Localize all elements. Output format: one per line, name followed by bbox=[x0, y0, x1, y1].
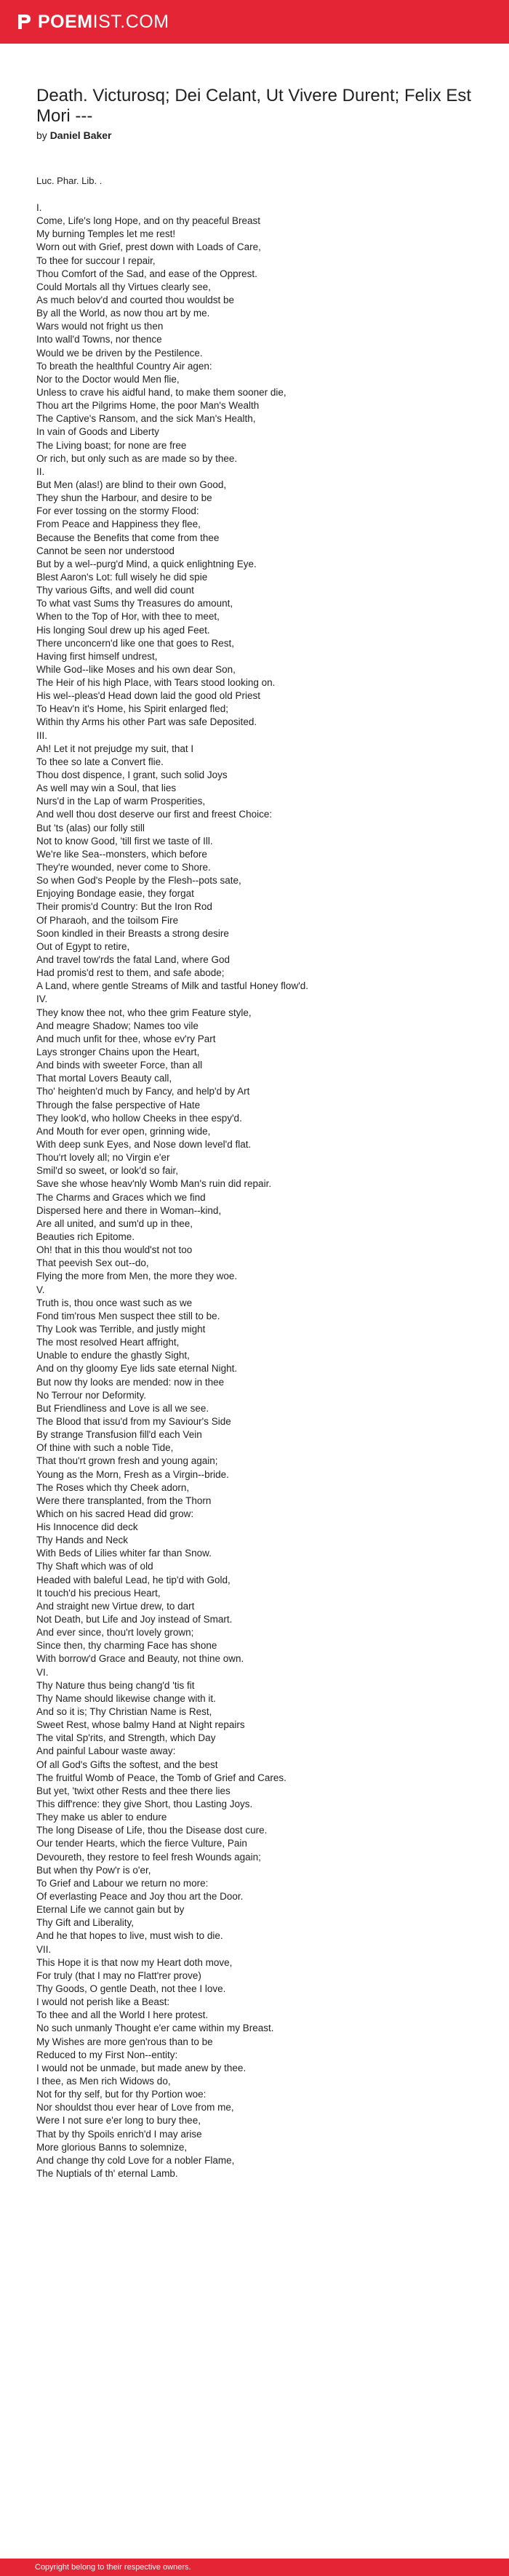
poem-line: To thee so late a Convert flie. bbox=[36, 756, 164, 767]
poem-line: Thy Name should likewise change with it. bbox=[36, 1692, 216, 1704]
poem-line: This diff'rence: they give Short, thou Lasting Joys. bbox=[36, 1799, 253, 1810]
poem-line: But by a wel--purg'd Mind, a quick enlightning Eye. bbox=[36, 558, 257, 569]
poem-line: But Friendliness and Love is all we see. bbox=[36, 1402, 209, 1414]
poem-line: Eternal Life we cannot gain but by bbox=[36, 1904, 185, 1916]
poem-line: VII. bbox=[36, 1943, 52, 1955]
poem-byline bbox=[36, 129, 480, 141]
poem-line: Or rich, but only such as are made so by thee. bbox=[36, 452, 238, 464]
poem-line: But now thy looks are mended: now in thee bbox=[36, 1376, 225, 1388]
poem-line: And on thy gloomy Eye lids sate eternal Night. bbox=[36, 1363, 238, 1375]
poem-line: Soon kindled in their Breasts a strong desire bbox=[36, 927, 229, 939]
poem-line: Headed with baleful Lead, he tip'd with Gold, bbox=[36, 1574, 231, 1585]
poem-line: The Captive's Ransom, and the sick Man's Health, bbox=[36, 413, 256, 425]
poem-line: Thy Hands and Neck bbox=[36, 1535, 129, 1546]
poem-line: Of Pharaoh, and the toilsom Fire bbox=[36, 914, 179, 926]
poem-line: A Land, where gentle Streams of Milk and tastful Honey flow'd. bbox=[36, 980, 309, 992]
poem-line: From Peace and Happiness they flee, bbox=[36, 519, 201, 530]
poem-line: Blest Aaron's Lot: full wisely he did spie bbox=[36, 571, 208, 583]
poem-line: Were there transplanted, from the Thorn bbox=[36, 1495, 212, 1506]
poem-line: Of all God's Gifts the softest, and the best bbox=[36, 1759, 218, 1770]
poem-line: No Terrour nor Deformity. bbox=[36, 1389, 147, 1401]
poem-line: Wars would not fright us then bbox=[36, 321, 164, 332]
poem-line: That mortal Lovers Beauty call, bbox=[36, 1073, 172, 1084]
poem-line: V. bbox=[36, 1284, 45, 1295]
poem-line: As well may win a Soul, that lies bbox=[36, 783, 177, 794]
poem-line: Devoureth, they restore to feel fresh Wounds again; bbox=[36, 1851, 261, 1863]
poem-line: Of thine with such a noble Tide, bbox=[36, 1442, 174, 1454]
poem-line: I. bbox=[36, 202, 42, 213]
poem-line: Tho' heighten'd much by Fancy, and help'd by Art bbox=[36, 1086, 250, 1097]
poem-line: Smil'd so sweet, or look'd so fair, bbox=[36, 1165, 178, 1177]
poem-line: And he that hopes to live, must wish to die. bbox=[36, 1930, 223, 1942]
poem-line: And well thou dost deserve our first and freest Choice: bbox=[36, 809, 273, 820]
poem-line: With borrow'd Grace and Beauty, not thine own. bbox=[36, 1653, 244, 1665]
poem-line: Oh! that in this thou would'st not too bbox=[36, 1244, 193, 1256]
poem-line: Come, Life's long Hope, and on thy peaceful Breast bbox=[36, 215, 261, 227]
poem-line: My burning Temples let me rest! bbox=[36, 228, 176, 240]
poem-line: I would not perish like a Beast: bbox=[36, 1996, 170, 2008]
poem-line: Our tender Hearts, which the fierce Vulture, Pain bbox=[36, 1838, 247, 1849]
poem-line: My Wishes are more gen'rous than to be bbox=[36, 2036, 213, 2047]
poem-line: But yet, 'twixt other Rests and thee there lies bbox=[36, 1785, 231, 1796]
poem-line: As much belov'd and courted thou wouldst be bbox=[36, 294, 234, 305]
poem-line: Had promis'd rest to them, and safe abode; bbox=[36, 967, 225, 979]
poem-line: Thy Goods, O gentle Death, not thee I love. bbox=[36, 1983, 226, 1994]
poem-line: Could Mortals all thy Virtues clearly see, bbox=[36, 281, 211, 292]
poem-line: But when thy Pow'r is o'er, bbox=[36, 1864, 151, 1876]
poem-line: With Beds of Lilies whiter far than Snow. bbox=[36, 1548, 212, 1559]
poem-line: To thee and all the World I here protest. bbox=[36, 2009, 209, 2021]
poem-line: Lays stronger Chains upon the Heart, bbox=[36, 1047, 200, 1057]
poem-line: Their promis'd Country: But the Iron Rod bbox=[36, 901, 212, 913]
poem-line: This Hope it is that now my Heart doth move, bbox=[36, 1956, 233, 1968]
poem-line: They're wounded, never come to Shore. bbox=[36, 862, 211, 873]
poem-line: But 'ts (alas) our folly still bbox=[36, 822, 145, 833]
poem-line: Out of Egypt to retire, bbox=[36, 940, 130, 952]
poem-line: And travel tow'rds the fatal Land, where God bbox=[36, 954, 230, 966]
poem-line: IV. bbox=[36, 993, 48, 1005]
poem-line: And Mouth for ever open, grinning wide, bbox=[36, 1125, 211, 1137]
poem-line: Unless to crave his aidful hand, to make them sooner die, bbox=[36, 386, 286, 398]
poem-line: Nurs'd in the Lap of warm Prosperities, bbox=[36, 796, 206, 807]
poem-line: Thou dost dispence, I grant, such solid Joys bbox=[36, 769, 228, 781]
poem-line: Dispersed here and there in Woman--kind, bbox=[36, 1204, 222, 1216]
poem-line: When to the Top of Hor, with thee to meet, bbox=[36, 611, 220, 623]
poem-line: Thy Look was Terrible, and justly might bbox=[36, 1323, 206, 1335]
poem-line: Of everlasting Peace and Joy thou art the Door. bbox=[36, 1891, 244, 1902]
poem-line: His longing Soul drew up his aged Feet. bbox=[36, 624, 210, 636]
poem-author-link[interactable]: Daniel Baker bbox=[49, 129, 112, 141]
poem-line: Not for thy self, but for thy Portion woe: bbox=[36, 2089, 207, 2100]
poem-line: The vital Sp'rits, and Strength, which Day bbox=[36, 1732, 216, 1744]
poem-line: Thy various Gifts, and well did count bbox=[36, 585, 194, 596]
poem-line: By all the World, as now thou art by me. bbox=[36, 308, 210, 319]
poem-line: VI. bbox=[36, 1666, 49, 1678]
poem-line: III. bbox=[36, 729, 48, 741]
poem-line: And meagre Shadow; Names too vile bbox=[36, 1020, 199, 1031]
logo-text-rest: IST.COM bbox=[92, 11, 169, 32]
poem-line: The Blood that issu'd from my Saviour's Side bbox=[36, 1415, 231, 1427]
poem-line: The long Disease of Life, thou the Disease dost cure. bbox=[36, 1825, 268, 1836]
poem-line: We're like Sea--monsters, which before bbox=[36, 848, 207, 860]
poem-line: Nor shouldst thou ever hear of Love from me, bbox=[36, 2102, 234, 2113]
poem-line: They know thee not, who thee grim Feature style, bbox=[36, 1007, 252, 1018]
poem-line: So when God's People by the Flesh--pots sate, bbox=[36, 875, 241, 887]
site-header bbox=[0, 0, 509, 44]
poem-title: Death. Victurosq; Dei Celant, Ut Vivere Durent; Felix Est Mori --- bbox=[36, 86, 472, 126]
poem-line: Not Death, but Life and Joy instead of Smart. bbox=[36, 1614, 233, 1625]
poem-line: They make us abler to endure bbox=[36, 1812, 167, 1823]
poem-line: Thou art the Pilgrims Home, the poor Man's Wealth bbox=[36, 400, 260, 412]
poem-line: It touch'd his precious Heart, bbox=[36, 1587, 161, 1599]
poem-line: Worn out with Grief, prest down with Loads of Care, bbox=[36, 241, 261, 253]
poem-line: That by thy Spoils enrich'd I may arise bbox=[36, 2128, 202, 2140]
poem-line: Fond tim'rous Men suspect thee still to be. bbox=[36, 1310, 220, 1321]
poem-line: Thy Nature thus being chang'd 'tis fit bbox=[36, 1679, 195, 1691]
poem-line: Are all united, and sum'd up in thee, bbox=[36, 1217, 193, 1229]
poem-line: To what vast Sums thy Treasures do amount, bbox=[36, 598, 233, 609]
logo-text-bold: POEM bbox=[38, 11, 93, 32]
poem-line: In vain of Goods and Liberty bbox=[36, 426, 159, 438]
poem-line: Enjoying Bondage easie, they forgat bbox=[36, 888, 194, 900]
poem-line: Would we be driven by the Pestilence. bbox=[36, 347, 203, 359]
poem-line: Thou Comfort of the Sad, and ease of the Opprest. bbox=[36, 268, 257, 279]
poem-line: For truly (that I may no Flatt'rer prove) bbox=[36, 1969, 201, 1981]
poem-line: No such unmanly Thought e'er came within my Breast. bbox=[36, 2023, 274, 2034]
poem-line: Ah! Let it not prejudge my suit, that I bbox=[36, 743, 194, 754]
poem-line: They look'd, who hollow Cheeks in thee espy'd. bbox=[36, 1112, 242, 1124]
poem-line: Truth is, thou once wast such as we bbox=[36, 1297, 193, 1308]
poem-line: For ever tossing on the stormy Flood: bbox=[36, 505, 199, 517]
poem-line: Unable to endure the ghastly Sight, bbox=[36, 1350, 190, 1361]
byline-prefix: by bbox=[36, 129, 47, 141]
poem-line: Because the Benefits that come from thee bbox=[36, 532, 220, 543]
poem-line: That thou'rt grown fresh and young again; bbox=[36, 1455, 218, 1467]
poem-line: To Heav'n it's Home, his Spirit enlarged fled; bbox=[36, 703, 229, 715]
poem-line: And painful Labour waste away: bbox=[36, 1745, 176, 1757]
poem-line: Into wall'd Towns, nor thence bbox=[36, 334, 162, 345]
poem-line: The Nuptials of th' eternal Lamb. bbox=[36, 2167, 178, 2179]
poem-line: His Innocence did deck bbox=[36, 1521, 138, 1533]
poem-line: By strange Transfusion fill'd each Vein bbox=[36, 1429, 202, 1441]
poem-line: Nor to the Doctor would Men flie, bbox=[36, 373, 180, 385]
poem-line: The Heir of his high Place, with Tears stood looking on. bbox=[36, 677, 276, 689]
poem-line: Since then, thy charming Face has shone bbox=[36, 1640, 217, 1652]
poem-line: Sweet Rest, whose balmy Hand at Night repairs bbox=[36, 1719, 245, 1731]
poem-line: The Charms and Graces which we find bbox=[36, 1191, 206, 1203]
poem-line: His wel--pleas'd Head down laid the good old Priest bbox=[36, 690, 260, 702]
poem-line: With deep sunk Eyes, and Nose down level'd flat. bbox=[36, 1138, 252, 1150]
poem-line: Were I not sure e'er long to bury thee, bbox=[36, 2115, 201, 2127]
poem-line: The Roses which thy Cheek adorn, bbox=[36, 1481, 190, 1493]
poem-line: The Living boast; for none are free bbox=[36, 439, 187, 451]
poem-line: Thy Shaft which was of old bbox=[36, 1561, 153, 1572]
poem-line: Young as the Morn, Fresh as a Virgin--bride. bbox=[36, 1468, 229, 1480]
poem-line: But Men (alas!) are blind to their own Good, bbox=[36, 479, 227, 490]
poem-line: To thee for succour I repair, bbox=[36, 255, 156, 266]
poem-line: Thou'rt lovely all; no Virgin e'er bbox=[36, 1152, 170, 1164]
poem-line: Save she whose heav'nly Womb Man's ruin did repair. bbox=[36, 1178, 272, 1190]
poem-line: Cannot be seen nor understood bbox=[36, 545, 175, 556]
poem-line: Beauties rich Epitome. bbox=[36, 1231, 135, 1242]
copyright-notice: Copyright belong to their respective owners. bbox=[35, 2563, 191, 2572]
poem-line: Not to know Good, 'till first we taste of Ill. bbox=[36, 835, 213, 847]
poem-line: The most resolved Heart affright, bbox=[36, 1337, 180, 1348]
poem-line: Flying the more from Men, the more they woe. bbox=[36, 1271, 238, 1282]
poem-line: Through the false perspective of Hate bbox=[36, 1099, 201, 1111]
poem-line: To Grief and Labour we return no more: bbox=[36, 1877, 209, 1889]
poem-body bbox=[36, 201, 480, 2180]
poem-line: Thy Gift and Liberality, bbox=[36, 1917, 135, 1929]
poem-line: While God--like Moses and his own dear Son, bbox=[36, 663, 236, 675]
poem-line: I thee, as Men rich Widows do, bbox=[36, 2075, 171, 2087]
poem-line: Which on his sacred Head did grow: bbox=[36, 1508, 194, 1519]
poemist-logo-icon bbox=[16, 13, 32, 31]
poem-epigraph: Luc. Phar. Lib. . bbox=[36, 175, 103, 186]
poem-article bbox=[36, 86, 480, 2180]
site-footer bbox=[0, 2559, 509, 2576]
poem-line: There unconcern'd like one that goes to Rest, bbox=[36, 637, 234, 649]
poem-line: They shun the Harbour, and desire to be bbox=[36, 492, 212, 504]
poem-line: And ever since, thou'rt lovely grown; bbox=[36, 1627, 194, 1639]
poem-line: More glorious Banns to solemnize, bbox=[36, 2141, 188, 2153]
poem-line: II. bbox=[36, 465, 45, 477]
poem-line: The fruitful Womb of Peace, the Tomb of Grief and Cares. bbox=[36, 1772, 286, 1783]
poem-line: To breath the healthful Country Air agen: bbox=[36, 360, 212, 372]
poem-line: And binds with sweeter Force, than all bbox=[36, 1060, 203, 1071]
poem-line: And change thy cold Love for a nobler Flame, bbox=[36, 2154, 235, 2166]
poem-line: And much unfit for thee, whose ev'ry Part bbox=[36, 1033, 216, 1044]
site-logo[interactable] bbox=[16, 12, 169, 33]
poem-line: Having first himself undrest, bbox=[36, 650, 158, 662]
poem-line: Reduced to my First Non--entity: bbox=[36, 2049, 178, 2060]
poem-line: And straight new Virtue drew, to dart bbox=[36, 1600, 195, 1612]
poem-line: I would not be unmade, but made anew by thee. bbox=[36, 2062, 247, 2073]
poem-line: That peevish Sex out--do, bbox=[36, 1257, 149, 1269]
poem-line: And so it is; Thy Christian Name is Rest, bbox=[36, 1706, 212, 1718]
poem-line: Within thy Arms his other Part was safe Deposited. bbox=[36, 716, 257, 728]
